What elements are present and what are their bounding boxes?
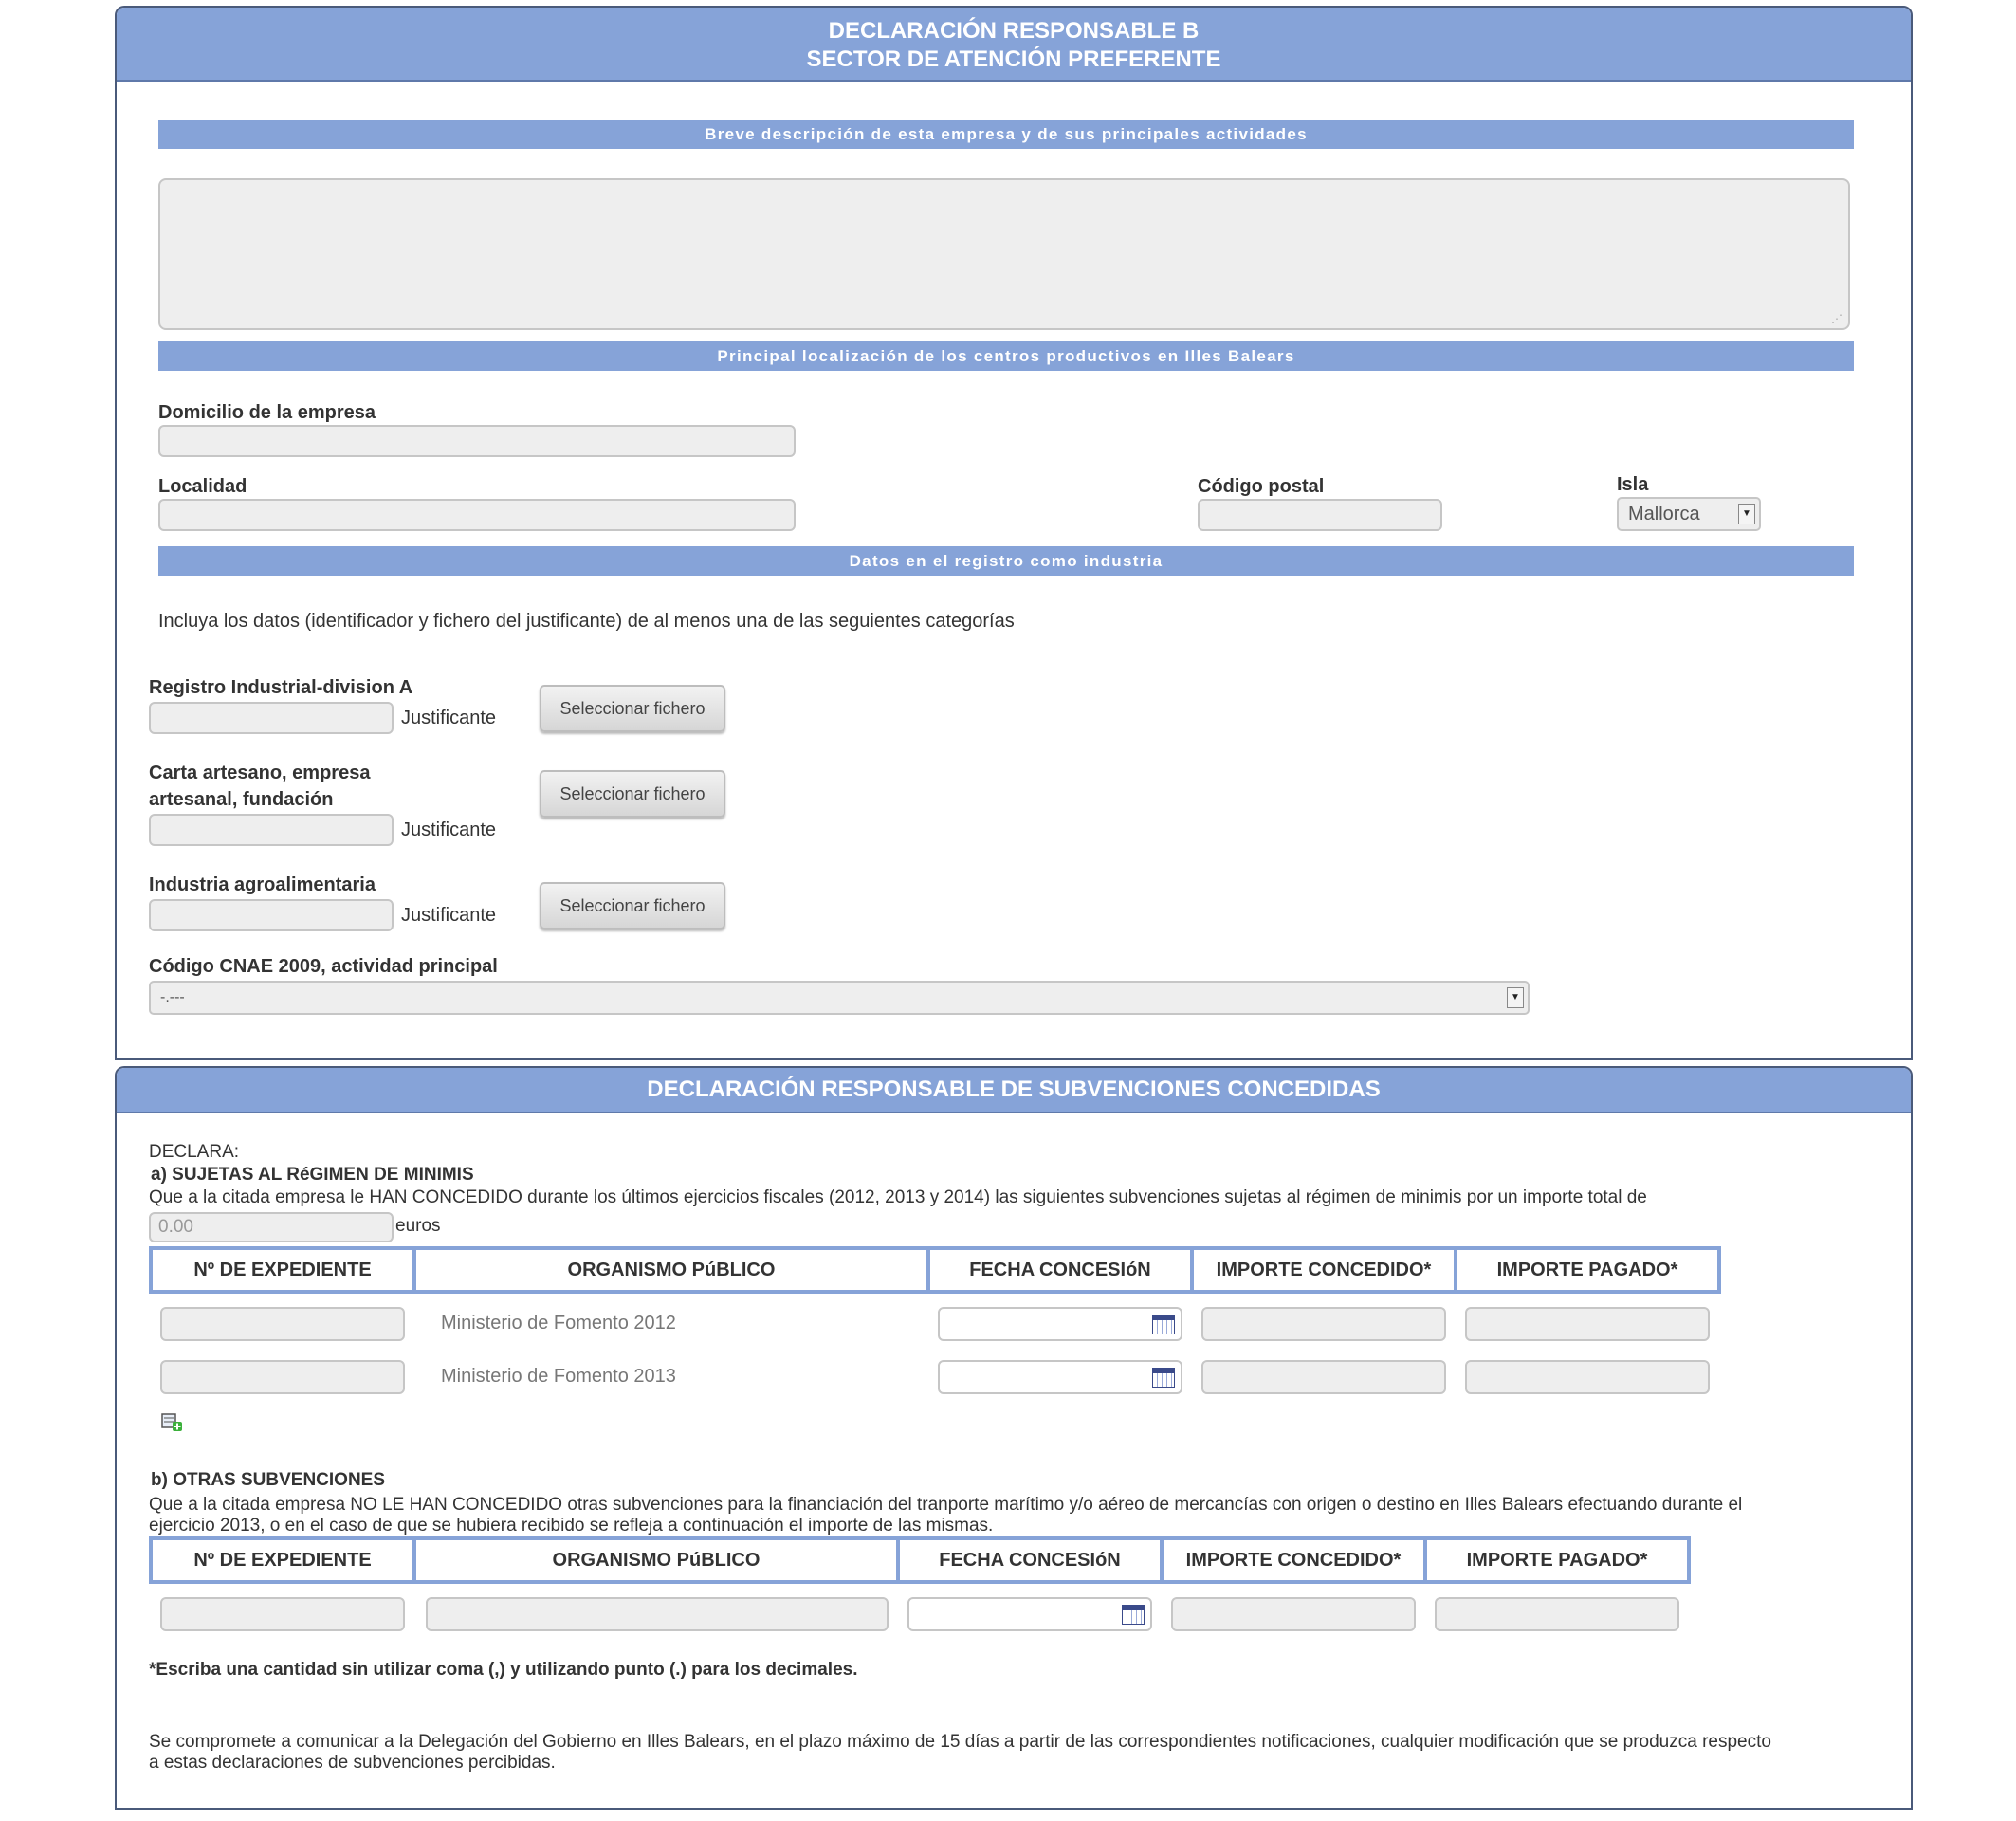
header-expediente: Nº DE EXPEDIENTE [149, 1246, 416, 1294]
codigo-postal-input[interactable] [1198, 499, 1442, 531]
section-bar-localizacion: Principal localización de los centros productivos en Illes Balears [158, 341, 1854, 371]
declaracion-b-panel [115, 6, 1913, 1060]
panel-header: DECLARACIÓN RESPONSABLE DE SUBVENCIONES CONCEDIDAS [117, 1068, 1911, 1113]
cnae-value: -.--- [160, 989, 185, 1005]
section-b-title: b) OTRAS SUBVENCIONES [151, 1470, 386, 1490]
importe-concedido-input[interactable] [1171, 1597, 1416, 1631]
calendar-icon[interactable] [1152, 1368, 1175, 1388]
seleccionar-fichero-button[interactable]: Seleccionar fichero [540, 882, 725, 929]
importe-pagado-input[interactable] [1435, 1597, 1679, 1631]
justificante-label: Justificante [401, 819, 497, 840]
registro-industrial-input[interactable] [149, 702, 394, 734]
localidad-input[interactable] [158, 499, 796, 531]
industria-agroalimentaria-input[interactable] [149, 899, 394, 931]
subvenciones-panel [115, 1066, 1913, 1810]
header-organismo: ORGANISMO PúBLICO [412, 1536, 900, 1584]
importe-total-input[interactable]: 0.00 [149, 1212, 394, 1242]
calendar-icon[interactable] [1122, 1605, 1145, 1625]
header-fecha: FECHA CONCESIóN [926, 1246, 1194, 1294]
section-bar-registro: Datos en el registro como industria [158, 546, 1854, 576]
descripcion-textarea[interactable] [158, 178, 1850, 330]
industria-agroalimentaria-label: Industria agroalimentaria [149, 874, 376, 895]
localidad-label: Localidad [158, 476, 247, 497]
importe-concedido-input[interactable] [1201, 1307, 1446, 1341]
header-importe-pagado: IMPORTE PAGADO* [1454, 1246, 1721, 1294]
section-bar-descripcion: Breve descripción de esta empresa y de sus principales actividades [158, 120, 1854, 149]
organismo-text: Ministerio de Fomento 2012 [441, 1313, 676, 1334]
justificante-label: Justificante [401, 708, 497, 728]
header-organismo: ORGANISMO PúBLICO [412, 1246, 930, 1294]
panel-header [117, 8, 1911, 82]
section-a-title: a) SUJETAS AL RéGIMEN DE MINIMIS [151, 1165, 474, 1185]
fecha-input[interactable] [938, 1360, 1182, 1394]
seleccionar-fichero-button[interactable]: Seleccionar fichero [540, 685, 725, 732]
cnae-select[interactable] [149, 981, 1530, 1015]
section-a-text: Que a la citada empresa le HAN CONCEDIDO durante los últimos ejercicios fiscales (2012, 2013 y 2014) las siguientes subvenciones sujetas al régimen de minimis por un importe total de [149, 1187, 1647, 1207]
domicilio-input[interactable] [158, 425, 796, 457]
euros-label: euros [395, 1216, 441, 1236]
calendar-icon[interactable] [1152, 1315, 1175, 1334]
header-importe-concedido: IMPORTE CONCEDIDO* [1160, 1536, 1427, 1584]
importe-concedido-input[interactable] [1201, 1360, 1446, 1394]
fecha-input[interactable] [938, 1307, 1182, 1341]
chevron-down-icon[interactable]: ▼ [1738, 504, 1755, 524]
section-b-text-line2: ejercicio 2013, o en el caso de que se hubiera recibido se refleja a continuación el importe de las mismas. [149, 1516, 994, 1536]
justificante-label: Justificante [401, 905, 497, 926]
header-importe-concedido: IMPORTE CONCEDIDO* [1190, 1246, 1457, 1294]
resize-grip-icon[interactable]: ⋰ [1831, 312, 1842, 325]
panel-title-line2: SECTOR DE ATENCIÓN PREFERENTE [806, 46, 1221, 72]
decimal-note: *Escriba una cantidad sin utilizar coma (,) y utilizando punto (.) para los decimales. [149, 1660, 858, 1680]
compromiso-text-line2: a estas declaraciones de subvenciones percibidas. [149, 1753, 556, 1773]
organismo-text: Ministerio de Fomento 2013 [441, 1366, 676, 1387]
expediente-input[interactable] [160, 1597, 405, 1631]
isla-select[interactable] [1617, 497, 1761, 531]
add-row-icon[interactable] [160, 1411, 183, 1434]
carta-artesano-label-line2: artesanal, fundación [149, 789, 334, 810]
header-expediente: Nº DE EXPEDIENTE [149, 1536, 416, 1584]
panel-title-line1: DECLARACIÓN RESPONSABLE B [828, 18, 1200, 44]
fecha-input[interactable] [907, 1597, 1152, 1631]
importe-pagado-input[interactable] [1465, 1360, 1710, 1394]
seleccionar-fichero-button[interactable]: Seleccionar fichero [540, 770, 725, 818]
carta-artesano-input[interactable] [149, 814, 394, 846]
isla-label: Isla [1617, 474, 1649, 495]
registro-industrial-label: Registro Industrial-division A [149, 677, 413, 698]
expediente-input[interactable] [160, 1360, 405, 1394]
chevron-down-icon[interactable]: ▼ [1507, 987, 1524, 1008]
domicilio-label: Domicilio de la empresa [158, 402, 376, 423]
codigo-postal-label: Código postal [1198, 476, 1325, 497]
carta-artesano-label-line1: Carta artesano, empresa [149, 763, 371, 783]
header-importe-pagado: IMPORTE PAGADO* [1423, 1536, 1691, 1584]
header-fecha: FECHA CONCESIóN [896, 1536, 1164, 1584]
importe-pagado-input[interactable] [1465, 1307, 1710, 1341]
declara-label: DECLARA: [149, 1142, 240, 1162]
expediente-input[interactable] [160, 1307, 405, 1341]
compromiso-text-line1: Se compromete a comunicar a la Delegación del Gobierno en Illes Balears, en el plazo máximo de 15 días a partir de las correspondientes notificaciones, cualquier modificación que se produzca respecto [149, 1732, 1771, 1752]
cnae-label: Código CNAE 2009, actividad principal [149, 956, 498, 977]
registro-intro: Incluya los datos (identificador y fichero del justificante) de al menos una de las seguientes categorías [158, 611, 1015, 632]
organismo-input[interactable] [426, 1597, 889, 1631]
isla-value: Mallorca [1628, 504, 1700, 524]
section-b-text-line1: Que a la citada empresa NO LE HAN CONCEDIDO otras subvenciones para la financiación del tranporte marítimo y/o aéreo de mercancías con origen o destino en Illes Balears efectuando durante el [149, 1495, 1743, 1515]
